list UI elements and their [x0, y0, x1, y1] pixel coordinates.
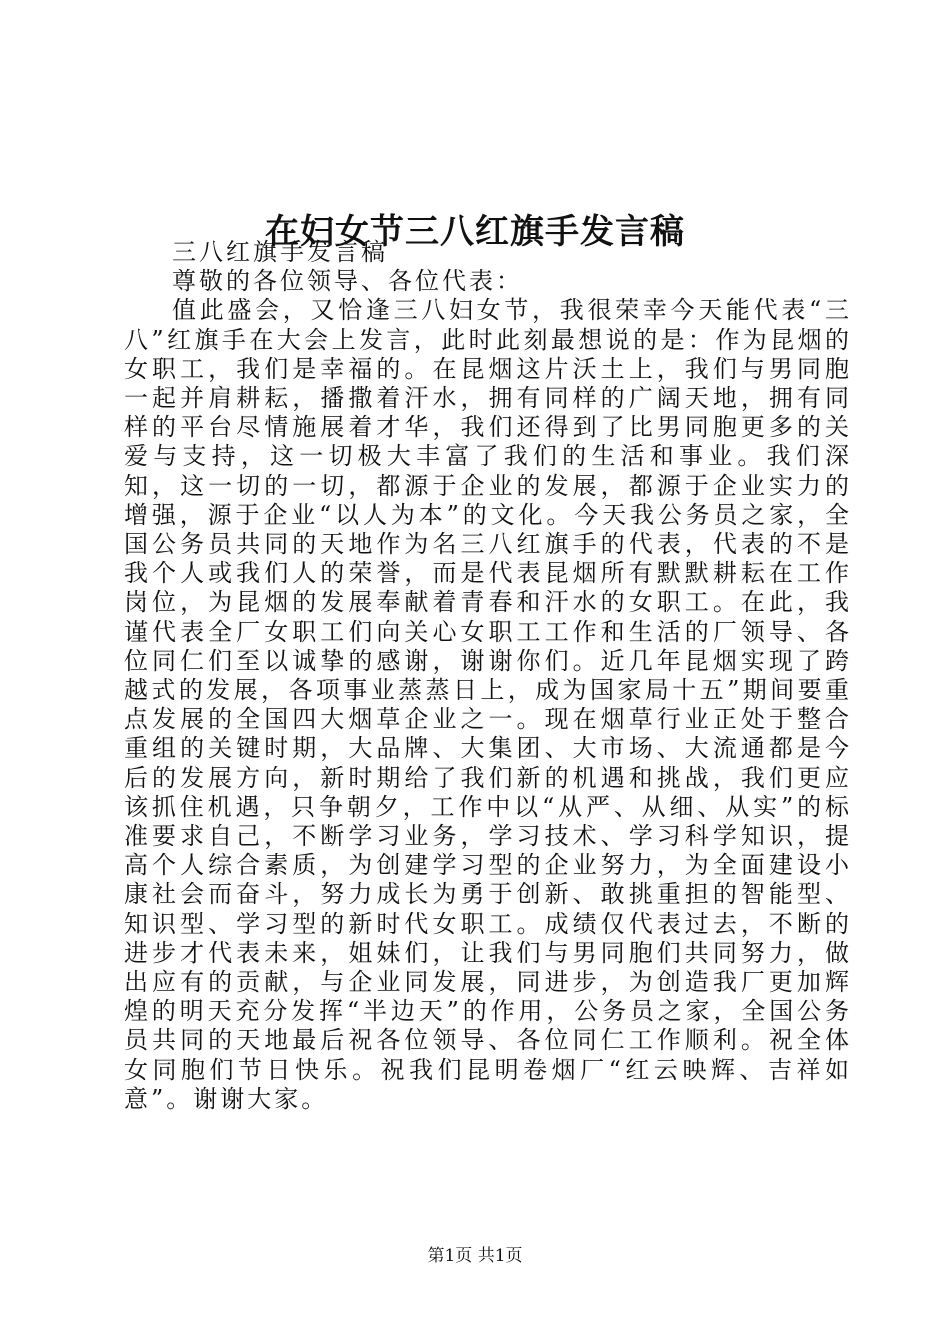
- document-title: 在妇女节三八红旗手发言稿: [265, 211, 685, 252]
- paragraph-main: 值此盛会，又恰逢三八妇女节，我很荣幸今天能代表“三八”红旗手在大会上发言，此时此刻最想说的是：作为昆烟的女职工，我们是幸福的。在昆烟这片沃土上，我们与男同胞一起并肩耕耘，播撒着汗水，拥有同样的广阔天地，拥有同样的平台尽情施展着才华，我们还得到了比男同胞更多的关爱与支持，这一切极大丰富了我们的生活和事业。我们深知，这一切的一切，都源于企业的发展，都源于企业实力的增强，源于企业“以人为本”的文化。今天我公务员之家，全国公务员共同的天地作为名三八红旗手的代表，代表的不是我个人或我们人的荣誉，而是代表昆烟所有默默耕耘在工作岗位，为昆烟的发展奉献着青春和汗水的女职工。在此，我谨代表全厂女职工们向关心女职工工作和生活的厂领导、各位同仁们至以诚挚的感谢，谢谢你们。近几年昆烟实现了跨越式的发展，各项事业蒸蒸日上，成为国家局十五”期间要重点发展的全国四大烟草企业之一。现在烟草行业正处于整合重组的关键时期，大品牌、大集团、大市场、大流通都是今后的发展方向，新时期给了我们新的机遇和挑战，我们更应该抓住机遇，只争朝夕，工作中以“从严、从细、从实”的标准要求自己，不断学习业务，学习技术、学习科学知识，提高个人综合素质，为创建学习型的企业努力，为全面建设小康社会而奋斗，努力成长为勇于创新、敢挑重担的智能型、知识型、学习型的新时代女职工。成绩仅代表过去，不断的进步才代表未来，姐妹们，让我们与男同胞们共同努力，做出应有的贡献，与企业同发展，同进步，为创造我厂更加辉煌的明天充分发挥“半边天”的作用，公务员之家，全国公务员共同的天地最后祝各位领导、各位同仁工作顺利。祝全体女同胞们节日快乐。祝我们昆明卷烟厂“红云映辉、吉祥如意”。谢谢大家。: [124, 296, 852, 1113]
- paragraph-subtitle: 三八红旗手发言稿: [172, 238, 388, 266]
- document-body: [124, 238, 852, 1114]
- paragraph-greeting: 尊敬的各位领导、各位代表：: [172, 267, 523, 296]
- page-number: 第1页 共1页: [427, 1246, 523, 1266]
